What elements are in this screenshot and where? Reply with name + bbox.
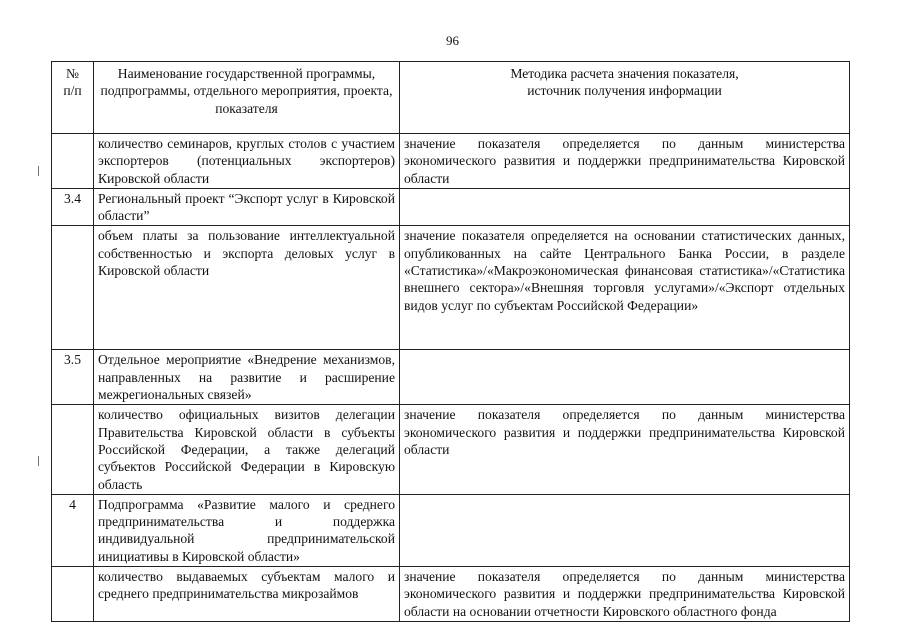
row-method: значение показателя определяется по данным министерства экономического развития и поддержки предпринимательства Кировской области	[400, 134, 850, 189]
margin-mark	[38, 456, 39, 466]
row-number	[52, 405, 94, 494]
row-name: Отдельное мероприятие «Внедрение механизмов, направленных на развитие и расширение межрегиональных связей»	[94, 350, 400, 405]
row-number	[52, 226, 94, 350]
row-method: значение показателя определяется по данным министерства экономического развития и поддержки предпринимательства Кировской области на основании отчетности Кировского областного фонда	[400, 567, 850, 622]
page-number: 96	[446, 33, 459, 48]
header-method-label: Методика расчета значения показателя, источник получения информации	[510, 66, 739, 99]
row-method	[400, 188, 850, 226]
row-name: количество выдаваемых субъектам малого и среднего предпринимательства микрозаймов	[94, 567, 400, 622]
row-method: значение показателя определяется на основании статистических данных, опубликованных на сайте Центрального Банка России, в разделе «Статистика»/«Макроэкономическая финансовая статистика»/«Статистика внешнего сектора»/«Внешняя торговля услугами»/«Экспорт отдельных видов услуг по субъектам Российской Федерации»	[400, 226, 850, 350]
row-number: 4	[52, 494, 94, 566]
row-name: количество официальных визитов делегации Правительства Кировской области в субъекты Российской Федерации, а также делегаций субъектов Российской Федерации в Кировскую область	[94, 405, 400, 494]
row-number	[52, 567, 94, 622]
table-row	[52, 350, 850, 405]
row-method	[400, 350, 850, 405]
header-name	[94, 62, 400, 134]
row-name: Подпрограмма «Развитие малого и среднего предпринимательства и поддержка индивидуальной предпринимательской инициативы в Кировской области»	[94, 494, 400, 566]
row-number: 3.4	[52, 188, 94, 226]
table-row	[52, 494, 850, 566]
table-row	[52, 134, 850, 189]
margin-mark	[38, 166, 39, 176]
row-method	[400, 494, 850, 566]
table-row	[52, 567, 850, 622]
row-name: объем платы за пользование интеллектуальной собственностью и экспорта деловых услуг в Кировской области	[94, 226, 400, 350]
table-row	[52, 188, 850, 226]
table-row	[52, 226, 850, 350]
table-row	[52, 405, 850, 494]
row-name: количество семинаров, круглых столов с участием экспортеров (потенциальных экспортеров) Кировской области	[94, 134, 400, 189]
row-number	[52, 134, 94, 189]
indicator-methodology-table	[51, 61, 850, 622]
row-name: Региональный проект “Экспорт услуг в Кировской области”	[94, 188, 400, 226]
header-number	[52, 62, 94, 134]
header-number-label: № п/п	[63, 66, 82, 99]
row-method: значение показателя определяется по данным министерства экономического развития и поддержки предпринимательства Кировской области	[400, 405, 850, 494]
header-name-label: Наименование государственной программы, подпрограммы, отдельного мероприятия, проекта, показателя	[100, 66, 393, 116]
header-method	[400, 62, 850, 134]
row-number: 3.5	[52, 350, 94, 405]
table-header-row	[52, 62, 850, 134]
